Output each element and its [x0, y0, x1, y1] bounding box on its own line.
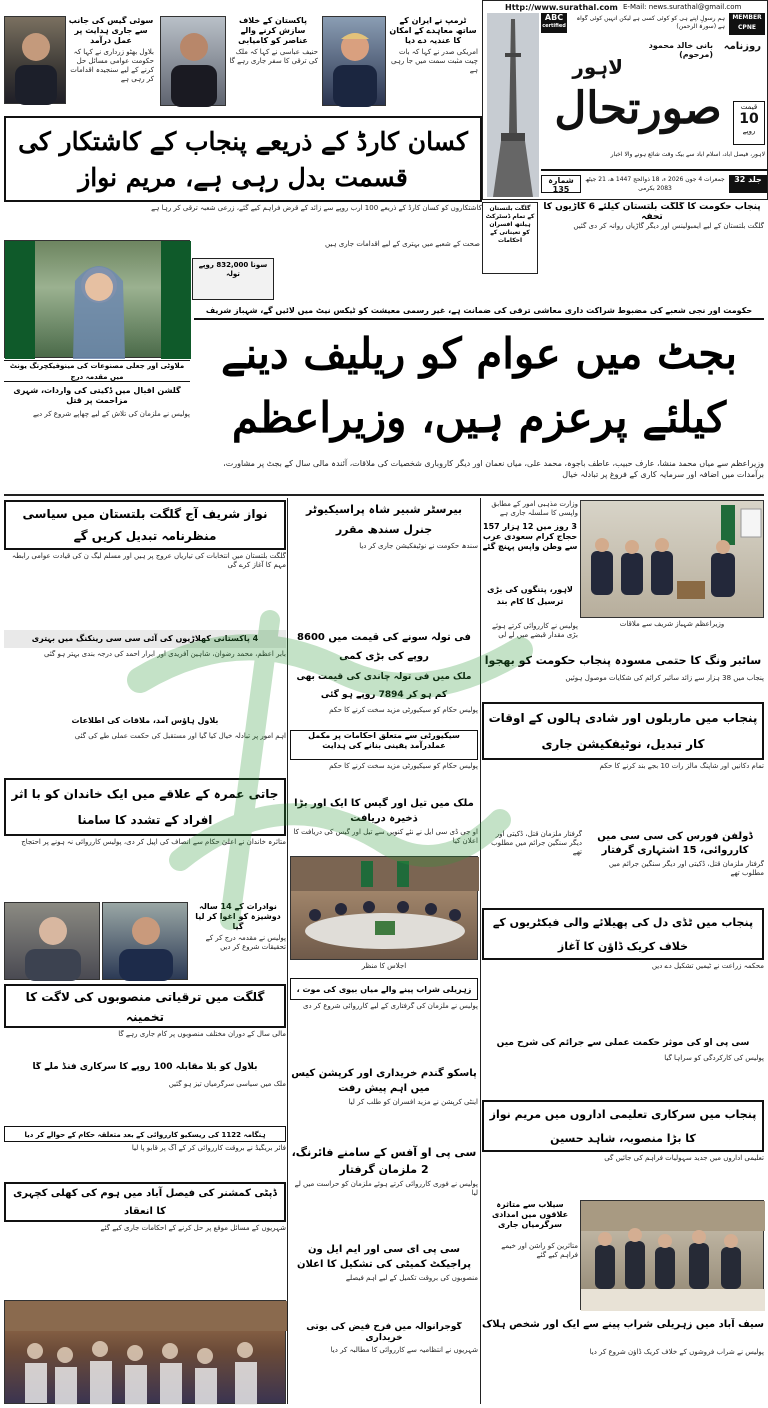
daily-label: روزنامہ: [723, 41, 761, 52]
mid-story-7-headline[interactable]: سی پی ای سی اور ایم ایل ون پراجیکٹ کمیٹی کی تشکیل کا اعلان: [297, 1244, 471, 1270]
mid-story-5-headline[interactable]: پاسکو گندم خریداری اور کرپشن کیس میں اہم پیش رفت: [291, 1068, 477, 1094]
side-story-1-headline[interactable]: پنجاب حکومت کا گلگت بلتستان کیلئے 6 گاڑیوں کا تحفہ: [543, 202, 761, 222]
top-story-2-text: حنیف عباسی نے کہا کہ ملک کی ترقی کا سفر جاری رہے گا: [229, 48, 318, 65]
abc-badge: [541, 13, 567, 33]
conference-photo: [290, 856, 478, 960]
left-story-2-box: [4, 500, 286, 550]
person-silhouette-icon: [103, 903, 189, 981]
mid-story-1-text: سندھ حکومت نے نوٹیفکیشن جاری کر دیا: [359, 542, 478, 550]
price-unit: روپے: [742, 127, 756, 135]
hanif-abbasi-photo: [160, 16, 226, 106]
banner-headline[interactable]: کسان کارڈ کے ذریعے پنجاب کے کاشتکار کی قسمت بدل رہی ہے، مریم نواز: [18, 127, 468, 192]
meeting-room-icon: [581, 501, 765, 619]
mid-story-4-text: پولیس نے ملزمان کی گرفتاری کے لیے کارروائی شروع کر دی: [303, 1002, 478, 1010]
mid-story-2-text: پولیس حکام کو سیکیورٹی مزید سخت کرنے کا حکم: [329, 762, 478, 770]
gold-silver-line[interactable]: ملک میں فی تولہ چاندی کی قیمت بھی کم ہو کر 7894 روپے ہو گئی: [296, 672, 472, 700]
mid-filler-1: پولیس حکام کو سیکیورٹی مزید سخت کرنے کا حکم: [329, 706, 478, 714]
right-story-5-headline[interactable]: ڈولفن فورس کی سی سی میں کارروائی، 15 اشتہاری گرفتار: [597, 831, 753, 856]
left-story-9-text: فائر بریگیڈ نے بروقت کارروائی کر کے آگ پر قابو پا لیا: [131, 1144, 286, 1152]
left-story-6-text: پولیس نے مقدمہ درج کر کے تحقیقات شروع کر دیں: [205, 934, 286, 951]
gold-box: [192, 258, 274, 300]
right-story-2-headline[interactable]: لاہور، پتنگوں کی بڑی ترسیل کا کام بند: [487, 585, 573, 606]
top-story-1-headline[interactable]: سوئی گیس کی جانب سے جاری ہدایت پر عمل درآمد: [68, 16, 154, 45]
pm-meeting-photo: [580, 500, 764, 618]
side-story-1-text: گلگت بلتستان کے لیے ایمبولینس اور دیگر گاڑیاں روانہ کر دی گئیں: [573, 222, 764, 230]
left-story-5-box: [4, 778, 286, 836]
left-story-3-text: بابر اعظم، محمد رضوان، شاہین آفریدی اور ابرار احمد کی درجہ بندی بہتر ہو گئی: [43, 650, 286, 658]
person-silhouette-icon: [5, 903, 101, 981]
mid-story-1-headline[interactable]: بیرسٹر شبیر شاہ پراسیکیوٹر جنرل سندھ مقرر: [306, 503, 462, 536]
bilawal-photo: [4, 16, 66, 104]
top-story-2-headline[interactable]: پاکستان کے خلاف سازش کرنے والے عناصر کو کامیابی: [238, 16, 308, 45]
quran-line: ہم رسولِ اپنے ہی کو کوئی کسی ہے لیکن انہیں کوئی گواہ ہے (سورۃ الرحمن): [576, 15, 725, 30]
right-story-3-text: پنجاب میں 38 ہزار سے زائد سائبر کرائم کی شکایات موصول ہوئیں: [565, 674, 764, 682]
right-story-9-headline[interactable]: سیلاب سے متاثرہ علاقوں میں امدادی سرگرمیاں جاری: [491, 1200, 569, 1229]
main-headline[interactable]: بجٹ میں عوام کو ریلیف دینے کیلئے پرعزم ہیں، وزیراعظم: [220, 329, 738, 442]
date-strip: [541, 169, 768, 195]
price-box: [733, 101, 765, 145]
mid-story-3-text: او جی ڈی سی ایل نے نئے کنویں سے تیل اور گیس کی دریافت کا اعلان کیا: [293, 828, 478, 845]
trump-photo: [322, 16, 386, 106]
elder-man-photo: [4, 902, 100, 980]
right-story-5-text: گرفتار ملزمان قتل، ڈکیتی اور دیگر سنگین جرائم میں مطلوب تھے: [491, 830, 582, 856]
masthead: [482, 0, 768, 200]
officials-meeting-photo: [580, 1200, 764, 1310]
mid-story-2-headline[interactable]: سیکیورٹی سے متعلق احکامات پر مکمل عملدرآمد یقینی بنانے کی ہدایت: [290, 730, 478, 760]
cpne-text: CPNE: [738, 24, 756, 31]
top-story-3-text: امریکی صدر نے کہا کہ بات چیت مثبت سمت میں جا رہی ہے: [390, 48, 478, 74]
founder-label: بانی خالد محمود (مرحوم): [648, 41, 713, 59]
right-story-8-text: تعلیمی اداروں میں جدید سہولیات فراہم کی جائیں گی: [604, 1154, 764, 1162]
left-story-3-headline[interactable]: 4 پاکستانی کھلاڑیوں کی آئی سی سی رینکنگ میں بہتری: [4, 630, 286, 648]
maryam-caption: ملاوٹی اور جعلی مصنوعات کی مینوفیکچرنگ یونٹ میں مقدمہ درج: [4, 360, 190, 382]
mid-story-5-text: اینٹی کرپشن نے مزید افسران کو طلب کر لیا: [348, 1098, 478, 1106]
publisher-line: لاہور، فیصل آباد، اسلام آباد سے بیک وقت شائع ہونے والا اخبار: [610, 151, 765, 158]
side-story-2-headline[interactable]: گلگت بلتستان کے تمام ڈسٹرکٹ ہیلتھ افسران کو تعیناتی کے احکامات: [485, 205, 535, 244]
person-silhouette-icon: [5, 17, 67, 105]
main-story-text: وزیراعظم سے میاں محمد منشا، عارف حبیب، عاطف باجوہ، محمد علی، میاں نعمان اور دیگر کاروباری شخصیات کی ملاقات، آئندہ مالی سال کے بجٹ پر مشاورت، برآمدات میں اضافہ اور سرمایہ کاری کے فروغ پر تبادلہ خیال: [223, 459, 764, 479]
top-story-3-headline[interactable]: ٹرمپ نے ایران کے ساتھ معاہدے کے امکان کا عندیہ دے دیا: [389, 16, 477, 45]
mid-story-8-text: شہریوں نے انتظامیہ سے کارروائی کا مطالبہ کر دیا: [330, 1346, 478, 1354]
right-filler-5: گرفتار ملزمان قتل، ڈکیتی اور دیگر سنگین جرائم میں مطلوب تھے: [608, 860, 764, 877]
young-man-photo: [102, 902, 188, 980]
column-rule-2: [480, 498, 481, 1404]
left-story-1-headline[interactable]: گلشن اقبال میں ڈکیتی کی واردات، شہری مزاحمت پر قتل: [13, 386, 181, 405]
mid-story-4-headline[interactable]: زہریلی شراب پینے والے میاں بیوی کی موت ،: [290, 978, 478, 1000]
price-value: 10: [739, 111, 759, 127]
banner-headline-box: [4, 116, 482, 202]
maryam-nawaz-photo: [4, 240, 190, 358]
side-story-2-box: [482, 202, 538, 274]
left-story-5-headline[interactable]: جاتی عمرہ کے علاقے میں ایک خاندان کو با اثر افراد کے تشدد کا سامنا: [11, 787, 279, 827]
right-story-6-box: [482, 908, 764, 960]
site-email[interactable]: E-Mail: news.surathal@gmail.com: [623, 3, 742, 11]
side-column-text: صحت کے شعبے میں بہتری کے لیے اقدامات جاری ہیں: [325, 240, 480, 248]
left-story-1-text: پولیس نے ملزمان کی تلاش کے لیے چھاپے شروع کر دیے: [33, 410, 190, 418]
column-rule-1: [287, 498, 288, 1404]
right-story-10-text: پولیس نے شراب فروشوں کے خلاف کریک ڈاؤن شروع کر دیا: [589, 1348, 764, 1356]
member-badge: [729, 13, 765, 35]
left-story-2-headline[interactable]: نواز شریف آج گلگت بلتستان میں سیاسی منظرنامہ تبدیل کریں گے: [22, 507, 268, 543]
mid-story-6-headline[interactable]: سی پی او آفس کے سامنے فائرنگ، 2 ملزمان گرفتار: [291, 1146, 477, 1176]
mid-story-3-headline[interactable]: ملک میں تیل اور گیس کا ایک اور بڑا ذخیرہ دریافت: [294, 798, 474, 824]
paper-name: صورتحال: [554, 83, 722, 134]
right-story-4-text: تمام دکانیں اور شاپنگ مالز رات 10 بجے بند کرنے کا حکم: [599, 762, 764, 770]
left-story-9-headline[interactable]: ہنگامہ 1122 کی ریسکیو کارروائی کے بعد متعلقہ حکام کے حوالے کر دیا: [4, 1126, 286, 1142]
issue-date: جمعرات 4 جون 2026 ء، 18 ذوالحج 1447 ھ، 21 جیٹھ 2083 بکرمی: [585, 176, 725, 192]
right-story-10-headline[interactable]: سیف آباد میں زہریلی شراب پینے سے ایک اور شخص ہلاک: [482, 1319, 764, 1330]
abc-text: ABC: [544, 13, 564, 22]
left-story-10-box: [4, 1182, 286, 1222]
top-story-1-text: بلاول بھٹو زرداری نے کہا کہ حکومت عوامی مسائل حل کرنے کے لیے سنجیدہ اقدامات کر رہی ہے: [70, 48, 154, 83]
right-story-6-text: محکمہ زراعت نے ٹیمیں تشکیل دے دیں: [651, 962, 764, 970]
person-portrait-icon: [5, 241, 191, 359]
left-story-2-text: گلگت بلتستان میں انتخابات کی تیاریاں عروج پر ہیں اور مسلم لیگ ن کی قیادت عوامی رابطہ مہم کا آغاز کرے گی: [11, 552, 286, 569]
meeting-room-icon: [291, 857, 479, 961]
mid-story-6-text: پولیس نے فوری کارروائی کرتے ہوئے ملزمان کو حراست میں لے لیا: [294, 1180, 478, 1197]
left-story-8-text: ملک میں سیاسی سرگرمیاں تیز ہو گئیں: [168, 1080, 286, 1088]
right-story-3-headline[interactable]: سائبر ونگ کا حتمی مسودہ پنجاب حکومت کو بھجوا: [484, 654, 762, 667]
right-story-8-box: [482, 1100, 764, 1152]
person-silhouette-icon: [161, 17, 227, 107]
site-url[interactable]: Http://www.surathal.com: [505, 3, 618, 12]
issue-number: شمارہ 135: [541, 175, 581, 193]
minar-e-pakistan-icon: [487, 13, 539, 197]
person-silhouette-icon: [323, 17, 387, 107]
conference-caption: اجلاس کا منظر: [361, 962, 407, 970]
meeting-room-icon: [581, 1201, 765, 1311]
left-story-10-text: شہریوں کے مسائل موقع پر حل کرنے کے احکامات جاری کیے گئے: [100, 1224, 286, 1232]
member-text: MEMBER: [732, 14, 762, 21]
left-story-10-headline[interactable]: ڈپٹی کمشنر کی فیصل آباد میں ہوم کی کھلی کچہری کا انعقاد: [13, 1188, 277, 1217]
crowd-icon: [5, 1301, 287, 1405]
city-label: لاہور: [572, 55, 623, 79]
left-story-7-box: [4, 984, 286, 1028]
gold-sub-headline[interactable]: فی تولہ سونے کی قیمت میں 8600 روپے کی بڑی کمی: [297, 632, 471, 662]
left-story-5-text: متاثرہ خاندان نے اعلیٰ حکام سے انصاف کی اپیل کر دی، پولیس کارروائی نہ ہونے پر احتجاج: [21, 838, 286, 846]
mid-story-7-text: منصوبوں کی بروقت تکمیل کے لیے اہم فیصلے: [345, 1274, 478, 1282]
mid-story-8-headline[interactable]: گوجرانوالہ میں فرح فیض کی بوتی خریداری: [306, 1322, 462, 1343]
banner-subtext: کاشتکاروں کو کسان کارڈ کے ذریعے 100 ارب روپے سے زائد کے قرض فراہم کیے گئے، زرعی شعبہ ترقی کر رہا ہے: [151, 204, 482, 212]
right-story-8-headline[interactable]: پنجاب میں سرکاری تعلیمی اداروں میں مریم نواز کا بڑا منصوبہ، شاہد حسین: [489, 1108, 757, 1145]
right-story-6-headline[interactable]: پنجاب میں ٹڈی دل کی پھیلائے والی فیکٹریوں کے خلاف کریک ڈاؤن کا آغاز: [492, 916, 754, 953]
section-divider: [4, 494, 764, 496]
right-story-2-text: پولیس نے کارروائی کرتے ہوئے بڑی مقدار قبضے میں لے لی: [491, 622, 578, 639]
left-story-8-headline[interactable]: بلاول کو بلا مقابلہ 100 روپے کا سرکاری فنڈ ملے گا: [32, 1062, 258, 1072]
top-stories: [0, 0, 480, 114]
right-story-7-headline[interactable]: سی پی او کی موثر حکمت عملی سے جرائم کی شرح میں: [496, 1038, 750, 1048]
left-story-6-headline[interactable]: نوادرات کے 14 سالہ دوشیزہ کو اغوا کر لیا گیا: [195, 902, 281, 931]
right-story-9-text: متاثرین کو راشن اور خیمے فراہم کیے گئے: [501, 1242, 578, 1259]
pm-meeting-caption: وزیراعظم شہباز شریف سے ملاقات: [619, 620, 725, 628]
right-story-4-box: [482, 702, 764, 760]
abc-certified: certified: [542, 23, 566, 29]
left-story-4-headline[interactable]: بلاول ہاؤس آمد، ملاقات کی اطلاعات: [71, 716, 219, 725]
left-story-7-text: مالی سال کے دوران مختلف منصوبوں پر کام جاری رہے گا: [118, 1030, 286, 1038]
left-story-4-text: اہم امور پر تبادلہ خیال کیا گیا اور مستقبل کی حکمت عملی طے کی گئی: [74, 732, 286, 740]
right-story-7-text: پولیس کی کارکردگی کو سراہا گیا: [664, 1054, 764, 1062]
volume-number: جلد 32: [729, 175, 767, 193]
left-story-7-headline[interactable]: گلگت میں ترقیاتی منصوبوں کی لاگت کا تخمینہ: [25, 990, 265, 1024]
price-label: قیمت: [740, 103, 758, 111]
right-story-1-headline[interactable]: 3 روز میں 12 ہزار 157 حجاج کرام سعودی عرب سے وطن واپس پہنچ گئے: [482, 522, 578, 551]
pm-kicker[interactable]: حکومت اور نجی شعبے کی مضبوط شراکت داری معاشی ترقی کی ضمانت ہے، غیر رسمی معیشت کو ٹیکس نیٹ میں لائیں گے، شہباز شریف: [194, 302, 764, 320]
right-story-4-headline[interactable]: پنجاب میں ماربلوں اور شادی ہالوں کے اوقات کار تبدیل، نوٹیفکیشن جاری: [488, 711, 758, 751]
right-story-1-text: وزارت مذہبی امور کے مطابق واپسی کا سلسلہ جاری ہے: [491, 500, 578, 517]
kachehri-crowd-photo: [4, 1300, 286, 1404]
gold-headline[interactable]: سونا 832,000 روپے تولہ: [198, 261, 268, 278]
